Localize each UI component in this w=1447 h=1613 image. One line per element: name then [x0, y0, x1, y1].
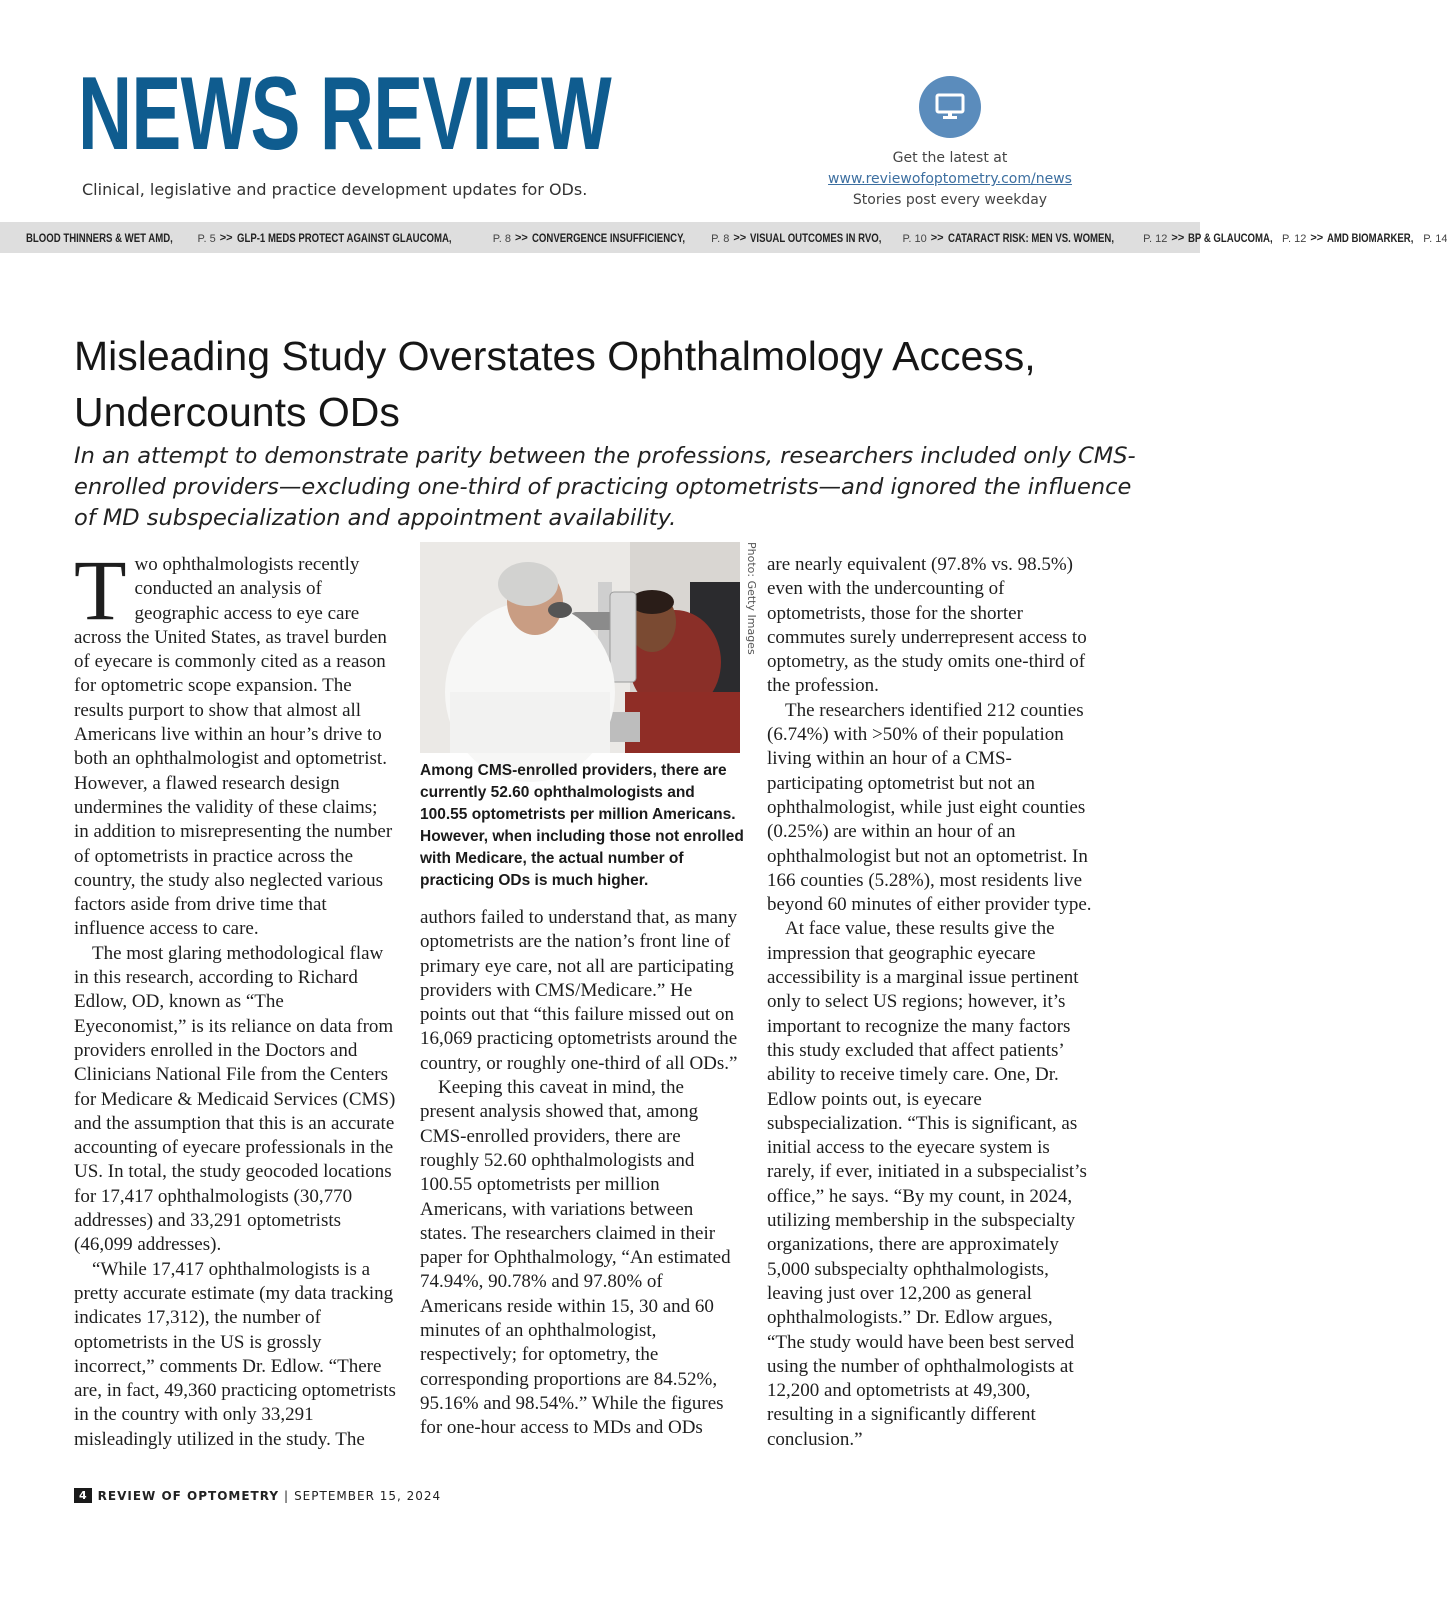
- topic-separator: >>: [1310, 231, 1324, 244]
- issue-date: SEPTEMBER 15, 2024: [294, 1488, 442, 1503]
- masthead-title: NEWS REVIEW: [78, 56, 611, 172]
- topic-item[interactable]: GLP-1 MEDS PROTECT AGAINST GLAUCOMA, P. 8: [236, 230, 511, 245]
- news-link[interactable]: www.reviewofoptometry.com/news: [828, 171, 1072, 187]
- body-paragraph: “While 17,417 ophthalmologists is a pretty accurate estimate (my data tracking indicates 17,312), the number of optometrists in the US is grossly incorrect,” comments Dr. Edlow. “There are, in fact, 49,360 practicing optometrists in the country with only 33,291 misleadingly utilized in the study. The: [74, 1258, 396, 1450]
- topic-separator: >>: [930, 231, 944, 244]
- body-paragraph: Keeping this caveat in mind, the present analysis showed that, among CMS-enrolled providers, there are roughly 52.60 ophthalmologists and 100.55 optometrists per million Americans, with variations between states. The researchers claimed in their paper for Ophthalmology, “An estimated 74.94%, 90.78% and 97.80% of Americans reside within 15, 30 and 60 minutes of an ophthalmologist, respectively; for optometry, the corresponding proportions are 84.52%, 95.16% and 98.54%.” While the figures for one-hour access to MDs and ODs: [420, 1077, 731, 1439]
- article-deck: In an attempt to demonstrate parity between the professions, researchers included only CMS-enrolled providers—excluding one-third of practicing optometrists—and ignored the influence of MD subspecialization and appointment availability.: [74, 443, 1136, 531]
- body-paragraph: The most glaring methodological flaw in this research, according to Richard Edlow, OD, known as “The Eyeconomist,” is its reliance on data from providers enrolled in the Doctors and Clinicians National File from the Centers for Medicare & Medicaid Services (CMS) and the assumption that this is an accurate accounting of eyecare professionals in the US. In total, the study geocoded locations for 17,417 ophthalmologists (30,770 addresses) and 33,291 optometrists (46,099 addresses).: [74, 942, 396, 1256]
- monitor-icon: [919, 76, 981, 138]
- topic-item[interactable]: AMD BIOMARKER, P. 14: [1327, 230, 1447, 245]
- topic-separator: >>: [1171, 231, 1185, 244]
- topics-bar: [0, 222, 1447, 253]
- masthead-subtitle: Clinical, legislative and practice development updates for ODs.: [82, 180, 588, 199]
- news-promo: [800, 76, 1100, 211]
- body-paragraph: At face value, these results give the impression that geographic eyecare accessibility is a marginal issue pertinent only to select US regions; however, it’s important to recognize the many factors this study excluded that affect patients’ ability to receive timely care. One, Dr. Edlow points out, is eyecare subspecialization. “This is significant, as initial access to the eyecare system is rarely, if ever, initiated in a subspecialist’s office,” he says. “By my count, in 2024, utilizing membership in the subspecialty organizations, there are approximately 5,000 subspecialty ophthalmologists, leaving just over 12,200 as general ophthalmologists.” Dr. Edlow argues, “The study would have been best served using the number of ophthalmologists at 12,200 and optometrists at 49,300, resulting in a significantly different conclusion.”: [767, 918, 1087, 1450]
- magazine-name: REVIEW OF OPTOMETRY: [97, 1488, 280, 1503]
- topic-separator: >>: [219, 231, 233, 244]
- footer-separator: |: [284, 1488, 290, 1503]
- topic-item[interactable]: CATARACT RISK: MEN VS. WOMEN, P. 12: [947, 230, 1168, 245]
- article-photo: [420, 542, 740, 753]
- topic-separator: >>: [514, 231, 528, 244]
- page-number: 4: [74, 1488, 92, 1503]
- body-paragraph: are nearly equivalent (97.8% vs. 98.5%) even with the undercounting of optometrists, those for the shorter commutes surely underrepresent access to optometry, as the study omits one-third of the profession.: [767, 554, 1087, 697]
- article-headline: Misleading Study Overstates Ophthalmology Access, Undercounts ODs: [74, 333, 1036, 435]
- photo-caption: Among CMS-enrolled providers, there are currently 52.60 ophthalmologists and 100.55 optometrists per million Americans. However, when including those not enrolled with Medicare, the actual number of practicing ODs is much higher.: [420, 762, 744, 889]
- topic-item[interactable]: VISUAL OUTCOMES IN RVO, P. 10: [750, 230, 927, 245]
- topic-separator: >>: [733, 231, 747, 244]
- page-footer: [74, 1488, 441, 1503]
- promo-schedule: Stories post every weekday: [852, 192, 1048, 208]
- topic-item[interactable]: CONVERGENCE INSUFFICIENCY, P. 8: [531, 230, 730, 245]
- body-paragraph: Two ophthalmologists recently conducted an analysis of geographic access to eye care across the United States, as travel burden of eyecare is commonly cited as a reason for optometric scope expansion. The results purport to show that almost all Americans live within an hour’s drive to both an ophthalmologist and optometrist. However, a flawed research design undermines the validity of these claims; in addition to misrepresenting the number of optometrists in practice across the country, the study also neglected various factors aside from drive time that influence access to care.: [74, 542, 393, 940]
- photo-credit: Photo: Getty Images: [745, 542, 758, 655]
- body-paragraph: The researchers identified 212 counties (6.74%) with >50% of their population living within an hour of a CMS-participating optometrist but not an ophthalmologist, while just eight counties (0.25%) are within an hour of an ophthalmologist but not an optometrist. In 166 counties (5.28%), most residents live beyond 60 minutes of either provider type.: [767, 699, 1092, 916]
- promo-text: Get the latest at: [892, 150, 1008, 166]
- topic-item[interactable]: BLOOD THINNERS & WET AMD, P. 5: [26, 230, 216, 245]
- body-paragraph: authors failed to understand that, as many optometrists are the nation’s front line of primary eye care, not all are participating providers with CMS/Medicare.” He points out that “this failure missed out on 16,069 practicing optometrists around the country, or roughly one-third of all ODs.”: [420, 907, 738, 1074]
- drop-cap: T: [74, 542, 127, 638]
- article-column-1: [74, 542, 396, 1452]
- article-column-3: [767, 553, 1093, 1452]
- topic-item[interactable]: BP & GLAUCOMA, P. 12: [1188, 230, 1307, 245]
